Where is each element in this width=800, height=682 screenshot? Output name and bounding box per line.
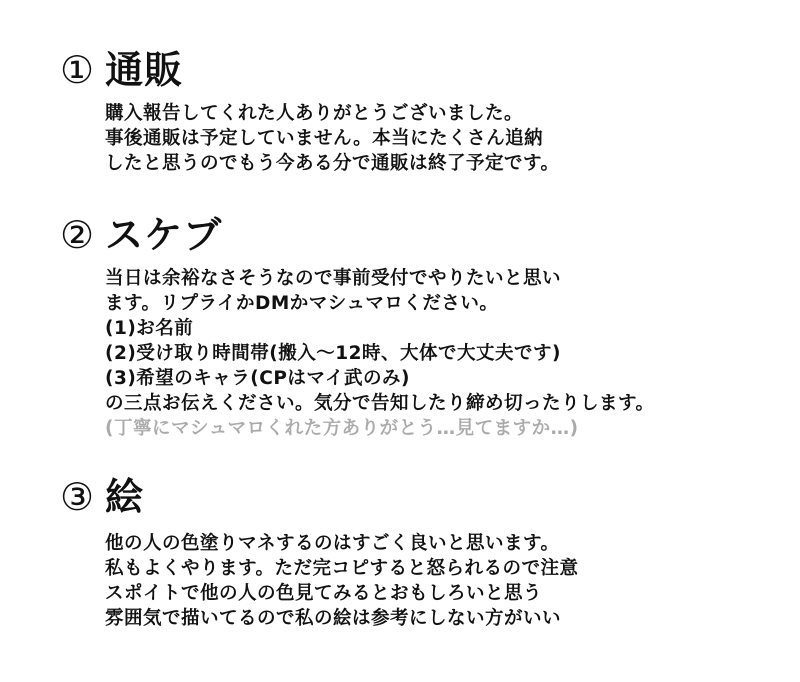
body-line: (3)希望のキャラ(CPはマイ武のみ)	[105, 368, 410, 389]
body-note: (丁寧にマシュマロくれた方ありがとう…見てますか…)	[105, 418, 579, 439]
body-line: 他の人の色塗りマネするのはすごく良いと思います。	[105, 533, 560, 554]
section-title: 通販	[105, 48, 184, 92]
body-line: (1)お名前	[105, 318, 194, 339]
body-line: (2)受け取り時間帯(搬入～12時、大体で大丈夫です)	[105, 343, 561, 364]
body-line: の三点お伝えください。気分で告知したり締め切ったりします。	[105, 393, 655, 414]
section-heading	[60, 475, 144, 519]
body-line: 事後通販は予定していません。本当にたくさん追納	[105, 128, 544, 149]
body-line: ます。リプライかDMかマシュマロください。	[105, 293, 499, 314]
section-title: 絵	[105, 475, 145, 519]
section-heading	[60, 213, 222, 257]
body-line: 私もよくやります。ただ完コピすると怒られるので注意	[105, 558, 579, 579]
section-number: ①	[60, 48, 96, 92]
section-heading	[60, 48, 183, 92]
section-body	[105, 101, 560, 176]
section-number: ③	[60, 475, 96, 519]
section-number: ②	[60, 213, 96, 257]
section-body	[105, 531, 579, 631]
body-line: したと思うのでもう今ある分で通販は終了予定です。	[105, 153, 560, 174]
section-body	[105, 266, 655, 441]
body-line: 購入報告してくれた人ありがとうございました。	[105, 103, 524, 124]
section-title: スケブ	[105, 213, 223, 257]
body-line: スポイトで他の人の色見てみるとおもしろいと思う	[105, 583, 543, 604]
body-line: 雰囲気で描いてるので私の絵は参考にしない方がいい	[105, 608, 562, 629]
body-line: 当日は余裕なさそうなので事前受付でやりたいと思い	[105, 268, 562, 289]
